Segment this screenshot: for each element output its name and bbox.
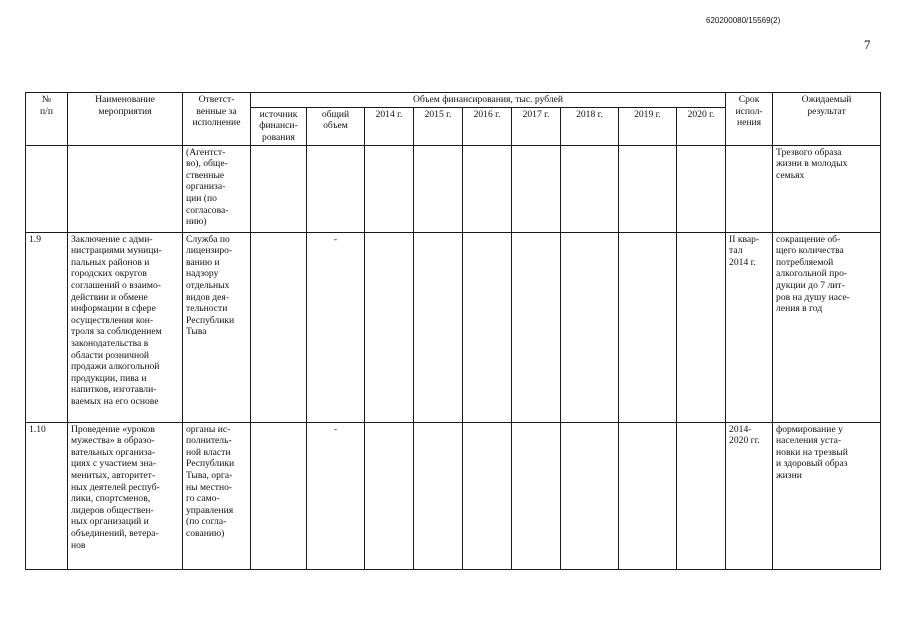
cell-year bbox=[463, 422, 512, 569]
col-header-year: 2019 г. bbox=[619, 107, 677, 145]
cell-year bbox=[512, 422, 561, 569]
col-header-year: 2014 г. bbox=[365, 107, 414, 145]
col-header-funding: Объем финансирования, тыс. рублей bbox=[251, 93, 726, 108]
cell-responsible: Служба по лицензиро- ванию и надзору отдельных видов дея- тельности Республики Тыва bbox=[183, 232, 251, 422]
cell-result: сокращение об- щего количества потребляемой алкогольной про- дукции до 7 лит- ров на душу насе- ления в год bbox=[773, 232, 881, 422]
cell-year bbox=[512, 145, 561, 232]
cell-year bbox=[463, 145, 512, 232]
cell-year bbox=[414, 422, 463, 569]
cell-year bbox=[561, 422, 619, 569]
table-row bbox=[26, 145, 881, 232]
cell-year bbox=[677, 232, 726, 422]
col-header-total: общий объем bbox=[307, 107, 365, 145]
table-row bbox=[26, 422, 881, 569]
table-row bbox=[26, 232, 881, 422]
cell-year bbox=[619, 422, 677, 569]
cell-source bbox=[251, 232, 307, 422]
page-number: 7 bbox=[864, 37, 871, 52]
table-header-row-1 bbox=[26, 93, 881, 108]
col-header-year: 2017 г. bbox=[512, 107, 561, 145]
cell-year bbox=[561, 145, 619, 232]
col-header-name: Наименование мероприятия bbox=[68, 93, 183, 146]
cell-year bbox=[512, 232, 561, 422]
cell-num bbox=[26, 145, 68, 232]
col-header-result: Ожидаемый результат bbox=[773, 93, 881, 146]
cell-result: формирование у населения уста- новки на трезвый и здоровый образ жизни bbox=[773, 422, 881, 569]
cell-name: Проведение «уроков мужества» в образо- вательных организа- циях с участием зна- менитых, авторитет- ных деятелей респуб- лики, спортсменов, лидеров обществен- ных организаций и объединений, ветера- нов bbox=[68, 422, 183, 569]
cell-source bbox=[251, 422, 307, 569]
cell-year bbox=[561, 232, 619, 422]
cell-year bbox=[414, 232, 463, 422]
cell-year bbox=[365, 145, 414, 232]
cell-year bbox=[619, 232, 677, 422]
col-header-year: 2016 г. bbox=[463, 107, 512, 145]
cell-year bbox=[463, 232, 512, 422]
cell-responsible: (Агентст- во), обще- ственные организа- ции (по согласова- нию) bbox=[183, 145, 251, 232]
cell-name bbox=[68, 145, 183, 232]
cell-total: - bbox=[307, 232, 365, 422]
cell-deadline: 2014- 2020 гг. bbox=[726, 422, 773, 569]
cell-responsible: органы ис- полнитель- ной власти Республики Тыва, орга- ны местно- го само- управления (по согла- сованию) bbox=[183, 422, 251, 569]
cell-total: - bbox=[307, 422, 365, 569]
col-header-deadline: Срок испол- нения bbox=[726, 93, 773, 146]
cell-num: 1.9 bbox=[26, 232, 68, 422]
cell-source bbox=[251, 145, 307, 232]
funding-table bbox=[25, 92, 881, 570]
col-header-year: 2018 г. bbox=[561, 107, 619, 145]
cell-year bbox=[365, 232, 414, 422]
col-header-year: 2020 г. bbox=[677, 107, 726, 145]
cell-year bbox=[365, 422, 414, 569]
cell-num: 1.10 bbox=[26, 422, 68, 569]
col-header-source: источник финанси- рования bbox=[251, 107, 307, 145]
col-header-num: № п/п bbox=[26, 93, 68, 146]
cell-result: Трезвого образа жизни в молодых семьях bbox=[773, 145, 881, 232]
cell-total bbox=[307, 145, 365, 232]
document-id: 620200080/15569(2) bbox=[706, 16, 781, 25]
col-header-responsible: Ответст- венные за исполнение bbox=[183, 93, 251, 146]
cell-deadline bbox=[726, 145, 773, 232]
col-header-year: 2015 г. bbox=[414, 107, 463, 145]
cell-name: Заключение с адми- нистрациями муници- пальных районов и городских округов соглашений о взаимо- действии и обмене информации в сфере осуществления кон- троля за соблюдением законодательства в области розничной продажи алкогольной продукции, пива и напитков, изготавли- ваемых на его основе bbox=[68, 232, 183, 422]
cell-year bbox=[619, 145, 677, 232]
cell-year bbox=[677, 422, 726, 569]
cell-deadline: II квар- тал 2014 г. bbox=[726, 232, 773, 422]
cell-year bbox=[677, 145, 726, 232]
cell-year bbox=[414, 145, 463, 232]
